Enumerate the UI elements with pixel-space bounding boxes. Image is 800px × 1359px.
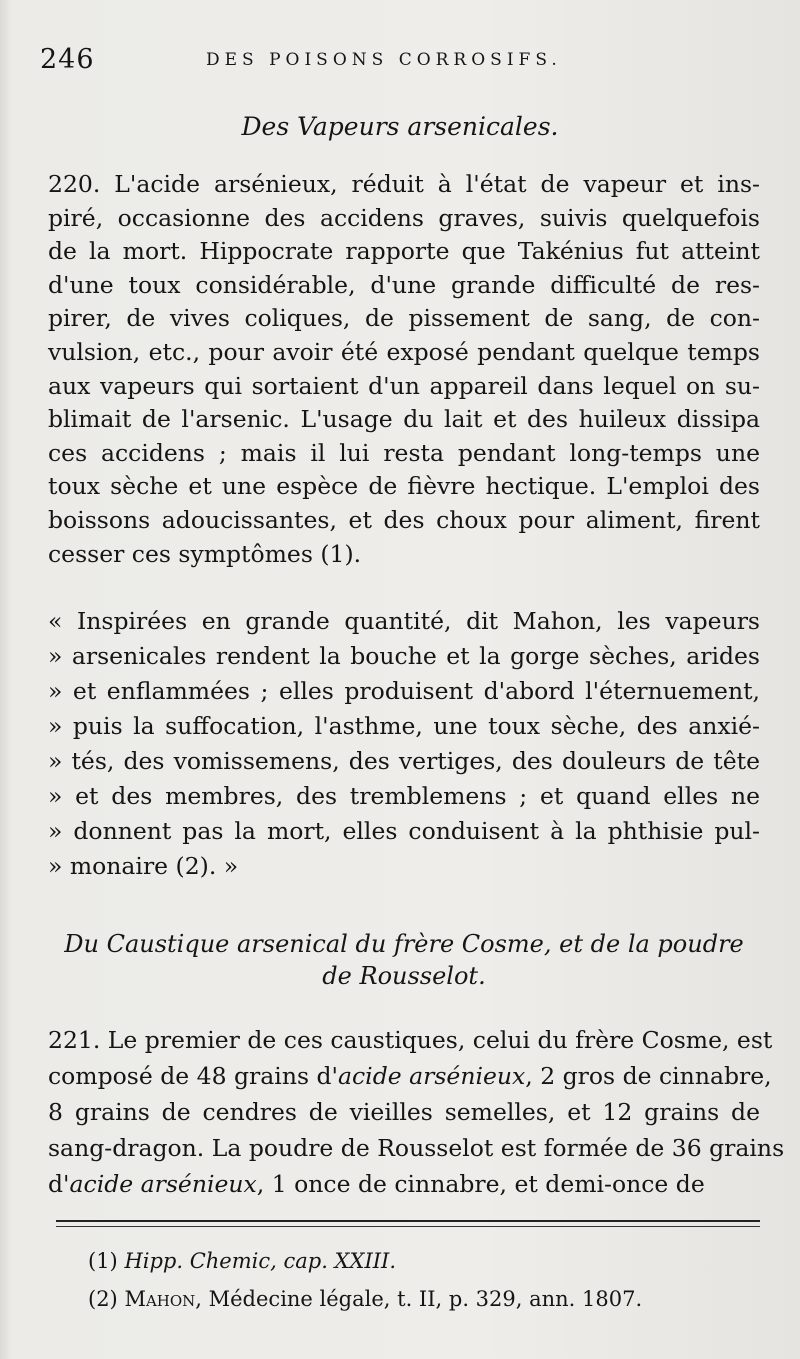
footnote-2-marker: (2) bbox=[88, 1287, 118, 1311]
footnotes bbox=[88, 1242, 768, 1318]
paragraph-221-run: 8 grains de cendres de vieilles semelles, et 12 grains de bbox=[48, 1098, 760, 1126]
quotation-line: » et des membres, des tremblemens ; et quand elles ne bbox=[48, 782, 760, 810]
paragraph-220-line: 220. L'acide arsénieux, réduit à l'état de vapeur et ins- bbox=[48, 170, 760, 198]
quotation-line: » et enflammées ; elles produisent d'abord l'éternuement, bbox=[48, 677, 760, 705]
footnote-rule bbox=[56, 1220, 760, 1222]
paragraph-221-line bbox=[48, 1166, 760, 1202]
footnote-2 bbox=[88, 1280, 768, 1318]
paragraph-221-run: d' bbox=[48, 1170, 70, 1198]
quotation-line: » puis la suffocation, l'asthme, une toux sèche, des anxié- bbox=[48, 712, 760, 740]
quotation-line: » tés, des vomissemens, des vertiges, des douleurs de tête bbox=[48, 747, 760, 775]
paragraph-220-line: vulsion, etc., pour avoir été exposé pendant quelque temps bbox=[48, 337, 760, 366]
paragraph-220-line: ces accidens ; mais il lui resta pendant long-temps une bbox=[48, 438, 760, 467]
paragraph-221 bbox=[48, 1022, 785, 1202]
paragraph-220-line: d'une toux considérable, d'une grande difficulté de res- bbox=[48, 270, 760, 299]
paragraph-220-line: blimait de l'arsenic. L'usage du lait et des huileux dissipa bbox=[48, 405, 760, 434]
paragraph-220-line: pirer, de vives coliques, de pissement de sang, de con- bbox=[48, 304, 760, 333]
footnote-rule-thin bbox=[56, 1226, 760, 1227]
paragraph-221-run: sang-dragon. La poudre de Rousselot est formée de 36 grains bbox=[48, 1134, 785, 1162]
quotation-line: « Inspirées en grande quantité, dit Mahon, les vapeurs bbox=[48, 607, 760, 635]
paragraph-220-line: boissons adoucissantes, et des choux pour aliment, firent bbox=[48, 505, 760, 534]
section-title-line-1: Du Caustique arsenical du frère Cosme, et de la poudre bbox=[64, 930, 744, 958]
paragraph-221-run: composé de 48 grains d' bbox=[48, 1062, 338, 1090]
footnote-2-author: Mahon bbox=[124, 1287, 196, 1311]
paragraph-221-italic-run: acide arsénieux bbox=[338, 1062, 526, 1090]
paragraph-221-line bbox=[48, 1130, 785, 1166]
paragraph-221-run: , 1 once de cinnabre, et demi-once de bbox=[256, 1170, 705, 1198]
quotation-line: » monaire (2). » bbox=[48, 852, 239, 880]
paragraph-220 bbox=[48, 168, 760, 571]
page-number: 246 bbox=[40, 44, 95, 75]
quotation-line: » arsenicales rendent la bouche et la gorge sèches, arides bbox=[48, 642, 760, 670]
paragraph-220-line: piré, occasionne des accidens graves, suivis quelquefois bbox=[48, 203, 760, 232]
paragraph-221-run: , 2 gros de cinnabre, bbox=[525, 1062, 772, 1090]
paragraph-221-italic-run: acide arsénieux bbox=[69, 1170, 257, 1198]
footnote-1-marker: (1) bbox=[88, 1249, 118, 1273]
paragraph-221-line bbox=[48, 1094, 760, 1130]
paragraph-220-line: de la mort. Hippocrate rapporte que Takénius fut atteint bbox=[48, 237, 760, 266]
footnote-2-text: , Médecine légale, t. II, p. 329, ann. 1807. bbox=[195, 1287, 643, 1311]
quotation-line: » donnent pas la mort, elles conduisent à la phthisie pul- bbox=[48, 817, 760, 845]
paragraph-221-run: 221. Le premier de ces caustiques, celui du frère Cosme, est bbox=[48, 1026, 773, 1054]
paragraph-221-line bbox=[48, 1022, 773, 1058]
footnote-1 bbox=[88, 1242, 768, 1280]
running-head: DES POISONS CORROSIFS. bbox=[206, 50, 562, 70]
section-title-line-2: de Rousselot. bbox=[322, 962, 486, 990]
section-title-caustique bbox=[48, 928, 760, 992]
quotation-mahon bbox=[48, 604, 760, 884]
footnote-1-text: Hipp. Chemic, cap. XXIII. bbox=[124, 1249, 397, 1273]
paragraph-220-line: toux sèche et une espèce de fièvre hectique. L'emploi des bbox=[48, 472, 760, 501]
paragraph-220-line: aux vapeurs qui sortaient d'un appareil dans lequel on su- bbox=[48, 371, 760, 400]
paragraph-220-line: cesser ces symptômes (1). bbox=[48, 539, 362, 568]
paragraph-221-line bbox=[48, 1058, 772, 1094]
section-title-vapeurs: Des Vapeurs arsenicales. bbox=[241, 112, 559, 141]
